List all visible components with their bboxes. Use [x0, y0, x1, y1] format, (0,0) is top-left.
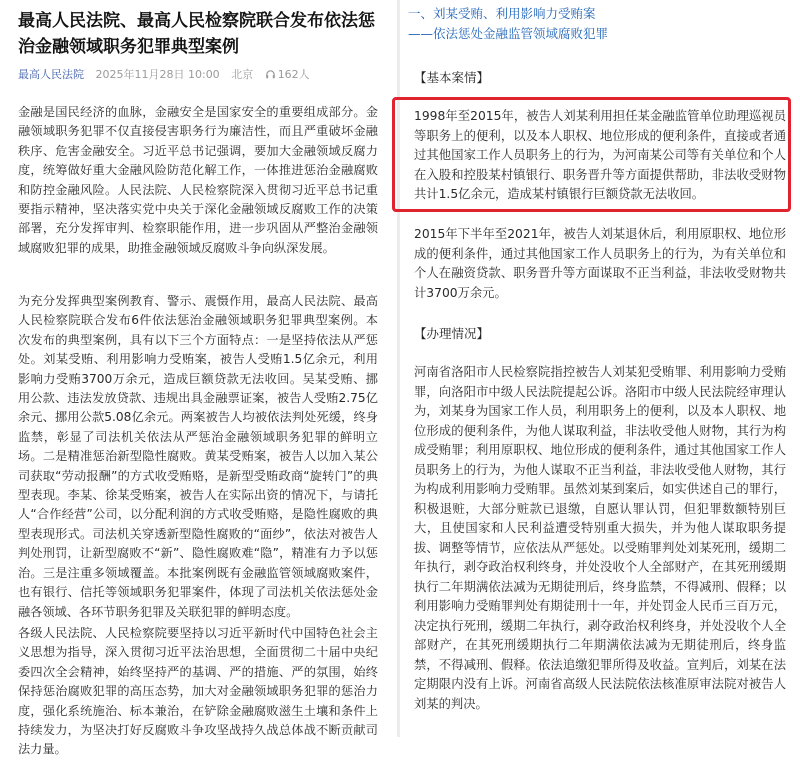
- handling-paragraph: 河南省洛阳市人民检察院指控被告人刘某犯受贿罪、利用影响力受贿罪，向洛阳市中级人民法院提起公诉。洛阳市中级人民法院经审理认为，刘某身为国家工作人员，利用职务上的便利，以及本人职权、地位形成的便利条件，为他人谋取利益，非法收受他人财物，其行为构成受贿罪；利用原职权、地位形成的便利条件，通过其他国家工作人员职务上的行为，为他人谋取不正当利益，非法收受他人财物，其行为构成利用影响力受贿罪。虽然刘某到案后，如实供述自己的罪行，积极退赃，大部分赃款已退缴，自愿认罪认罚，但犯罪数额特别巨大，且使国家和人民利益遭受特别重大损失，并为他人谋取职务提拔、调整等情节，应依法从严惩处。以受贿罪判处刘某死刑，缓期二年执行，剥夺政治权利终身，并处没收个人全部财产，在其死刑缓期执行二年期满依法减为无期徒刑后，终身监禁，不得减刑、假释；以利用影响力受贿罪判处有期徒刑十一年，并处罚金人民币三百万元，决定执行死刑，缓期二年执行，剥夺政治权利终身，并处没收个人全部财产，在其死刑缓期执行二年期满依法减为无期徒刑后，终身监禁，不得减刑、假释。依法追缴犯罪所得及收益。宣判后，刘某在法定期限内没有上诉。河南省高级人民法院依法核准原审法院对被告人刘某的判决。: [414, 365, 786, 711]
- article-paragraph-2: 为充分发挥典型案例教育、警示、震慑作用，最高人民法院、最高人民检察院联合发布6件依法惩治金融领域职务犯罪典型案例。本次发布的典型案例，具有以下三个方面特点：一是坚持依法从严惩处。刘某受贿、利用影响力受贿案，被告人受贿1.5亿余元，利用影响力受贿3700万余元，造成巨额贷款无法收回。吴某受贿、挪用公款、违法发放贷款、违规出具金融票证案，被告人受贿2.75亿余元、挪用公款5.08亿余元。两案被告人均被依法判处死缓，终身监禁，彰显了司法机关依法从严惩治金融领域职务犯罪的鲜明立场。二是精准惩治新型隐性腐败。黄某受贿案，被告人以加入某公司获取“劳动报酬”的方式收受贿赂，是新型受贿政商“旋转门”的典型表现。李某、徐某受贿案，被告人在实际出资的情况下，与请托人“合作经营”公司，以分配利润的方式收受贿赂，是隐性腐败的典型表现形式。司法机关穿透新型隐性腐败的“面纱”，依法对被告人判处刑罚，让新型腐败不“新”、隐性腐败难“隐”，精准有力予以惩治。三是注重多领域覆盖。本批案例既有金融监管领域腐败案件，也有银行、信托等领域职务犯罪案件，体现了司法机关依法惩处金融各领域、各环节职务犯罪及关联犯罪的鲜明态度。: [18, 294, 378, 619]
- basic-facts-paragraph-1: 1998年至2015年，被告人刘某利用担任某金融监管单位助理巡视员等职务上的便利，以及本人职权、地位形成的便利条件，直接或者通过其他国家工作人员职务上的行为，为河南某公司等有关单位和个人在入股和控股某村镇银行、职务晋升等方面提供帮助，非法收受财物共计1.5亿余元，造成某村镇银行巨额贷款无法收回。: [414, 109, 786, 201]
- article-meta: [18, 66, 388, 82]
- article-panel: [0, 0, 397, 757]
- article-paragraph-3: 各级人民法院、人民检察院要坚持以习近平新时代中国特色社会主义思想为指导，深入贯彻习近平法治思想，全面贯彻二十届中央纪委四次全会精神，始终坚持严的基调、严的措施、严的氛围，始终保持惩治腐败犯罪的高压态势，加大对金融领域职务犯罪的惩治力度，强化系统施治、标本兼治，在铲除金融腐败滋生土壤和条件上持续发力，为坚决打好反腐败斗争攻坚战持久战总体战不断贡献司法力量。: [18, 626, 378, 757]
- highlight-box: [392, 97, 791, 212]
- listen-count: 162人: [277, 68, 310, 81]
- case-heading: 一、刘某受贿、利用影响力受贿案: [408, 6, 596, 21]
- article-source[interactable]: 最高人民法院: [18, 68, 84, 81]
- listen-control[interactable]: [265, 68, 318, 81]
- basic-facts-label: 【基本案情】: [414, 70, 490, 85]
- article-date: 2025年11月28日 10:00: [95, 68, 220, 81]
- handling-label: 【办理情况】: [414, 326, 490, 341]
- article-title: 最高人民法院、最高人民检察院联合发布依法惩治金融领域职务犯罪典型案例: [18, 11, 375, 57]
- article-paragraph-1: 金融是国民经济的血脉，金融安全是国家安全的重要组成部分。金融领域职务犯罪不仅直接侵害职务行为廉洁性，而且严重破坏金融秩序、危害金融安全。习近平总书记强调，要加大金融领域反腐力度，统筹做好重大金融风险防范化解工作，一体推进惩治金融腐败和防控金融风险。人民法院、人民检察院深入贯彻习近平总书记重要指示精神，坚决落实党中央关于深化金融领域反腐败工作的决策部署，充分发挥审判、检察职能作用，进一步巩固从严整治金融领域腐败犯罪的成果，助推金融领域反腐败斗争向纵深发展。: [18, 105, 378, 255]
- basic-facts-paragraph-2: 2015年下半年至2021年，被告人刘某退休后，利用原职权、地位形成的便利条件，通过其他国家工作人员职务上的行为，为有关单位和个人在融资贷款、职务晋升等方面谋取不正当利益，非法收受财物共计3700万余元。: [414, 227, 786, 300]
- article-location: 北京: [231, 68, 254, 81]
- case-subheading: ——依法惩处金融监管领域腐败犯罪: [408, 26, 609, 41]
- headphone-icon: [265, 69, 276, 80]
